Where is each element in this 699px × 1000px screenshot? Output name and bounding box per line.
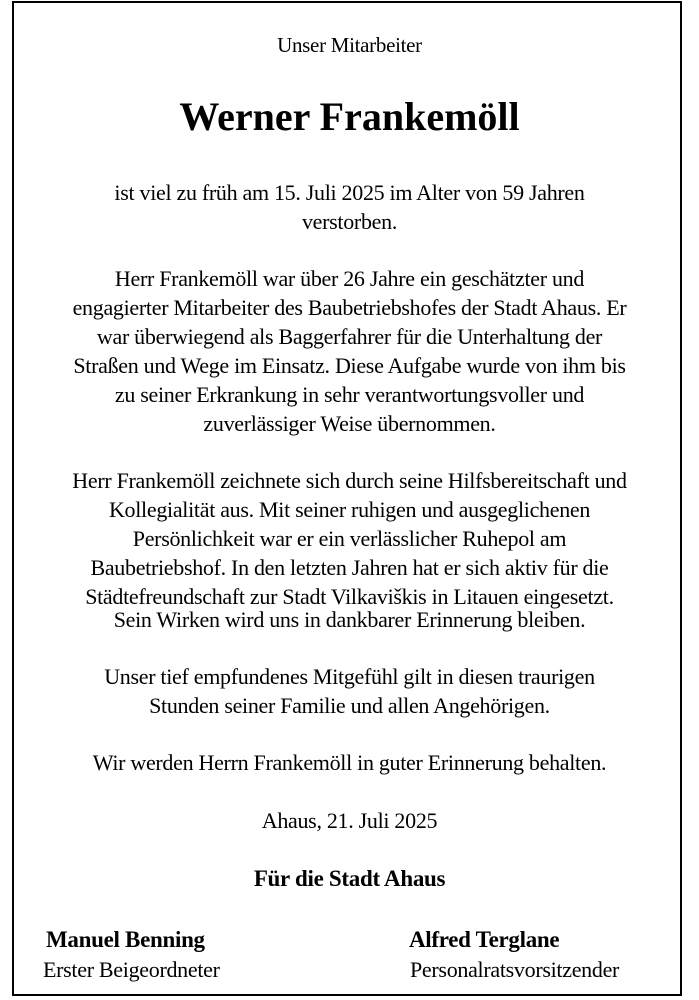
paragraph-2-line-3: war überwiegend als Baggerfahrer für die Unterhaltung der (96, 324, 603, 349)
paragraph-3-line-6: Sein Wirken wird uns in dankbarer Erinnerung bleiben. (113, 607, 586, 632)
paragraph-2-line-4: Straßen und Wege im Einsatz. Diese Aufgabe wurde von ihm bis (73, 353, 626, 378)
signatory-1-title: Erster Beigeordneter (43, 957, 220, 982)
paragraph-3-line-3: Persönlichkeit war er ein verlässlicher Ruhepol am (132, 526, 567, 551)
paragraph-1-line-1: ist viel zu früh am 15. Juli 2025 im Alter von 59 Jahren (114, 180, 585, 205)
paragraph-5-line-1: Wir werden Herrn Frankemöll in guter Erinnerung behalten. (92, 750, 607, 775)
paragraph-3-line-5: Städtefreundschaft zur Stadt Vilkaviškis in Litauen eingesetzt. (85, 584, 614, 609)
paragraph-2-line-1: Herr Frankemöll war über 26 Jahre ein geschätzter und (114, 266, 585, 291)
paragraph-3-line-1: Herr Frankemöll zeichnete sich durch seine Hilfsbereitschaft und (72, 468, 627, 493)
paragraph-2-line-6: zuverlässiger Weise übernommen. (203, 411, 496, 436)
deceased-name: Werner Frankemöll (179, 94, 520, 139)
paragraph-2-line-5: zu seiner Erkrankung in sehr verantwortungsvoller und (114, 382, 585, 407)
signatory-1-name: Manuel Benning (46, 927, 205, 952)
organization-line: Für die Stadt Ahaus (253, 866, 446, 891)
paragraph-2-line-2: engagierter Mitarbeiter des Baubetriebshofes der Stadt Ahaus. Er (72, 295, 627, 320)
signatory-2-name: Alfred Terglane (409, 927, 560, 952)
paragraph-4-line-2: Stunden seiner Familie und allen Angehörigen. (149, 693, 550, 718)
place-date: Ahaus, 21. Juli 2025 (261, 808, 438, 833)
paragraph-1-line-2: verstorben. (301, 209, 398, 234)
paragraph-3-line-2: Kollegialität aus. Mit seiner ruhigen und ausgeglichenen (108, 497, 591, 522)
paragraph-3-line-4: Baubetriebshof. In den letzten Jahren hat er sich aktiv für die (90, 555, 609, 580)
paragraph-4-line-1: Unser tief empfundenes Mitgefühl gilt in diesen traurigen (104, 664, 595, 689)
signatory-2-title: Personalratsvorsitzender (410, 957, 620, 982)
intro-text: Unser Mitarbeiter (277, 33, 422, 57)
